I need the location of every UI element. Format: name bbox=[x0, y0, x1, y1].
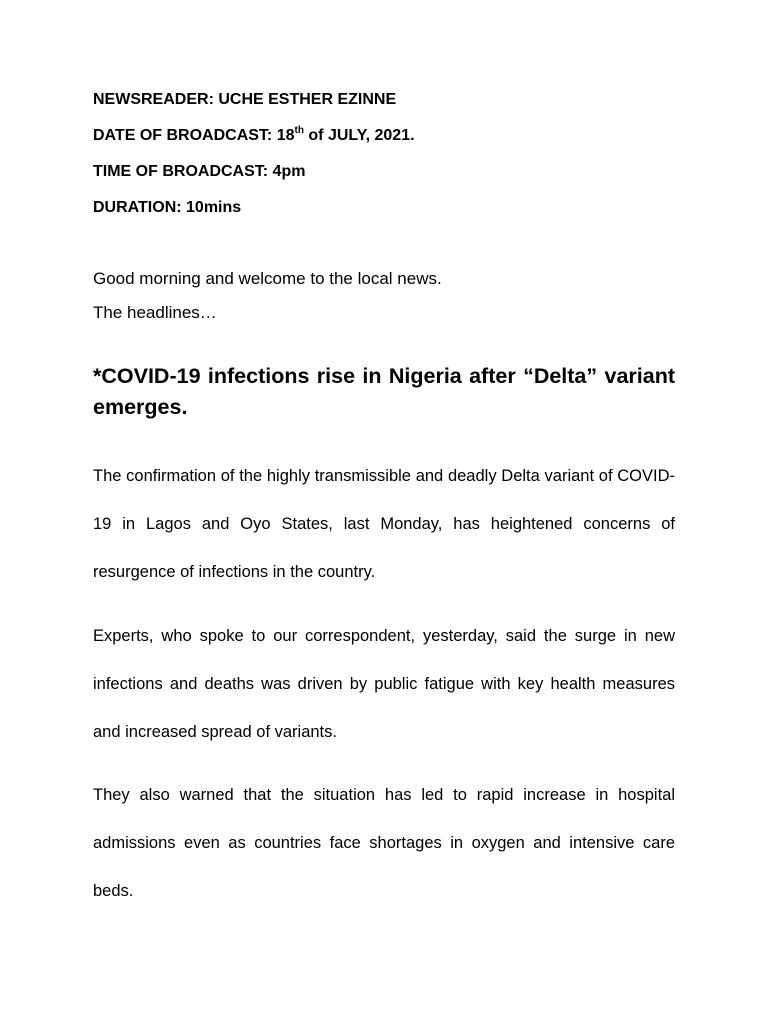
headlines-label: The headlines… bbox=[93, 303, 217, 322]
greeting-line: Good morning and welcome to the local news. bbox=[93, 269, 442, 288]
story-paragraph: They also warned that the situation has led to rapid increase in hospital admissions even as countries face shortages in oxygen and intensive care beds. bbox=[93, 786, 675, 900]
newsreader-line: NEWSREADER: UCHE ESTHER EZINNE bbox=[93, 91, 397, 108]
broadcast-date-ordinal: th bbox=[294, 124, 304, 136]
broadcast-date-prefix: DATE OF BROADCAST: 18 bbox=[93, 127, 295, 144]
broadcast-date-suffix: of JULY, 2021. bbox=[303, 127, 415, 144]
broadcast-time-line: TIME OF BROADCAST: 4pm bbox=[93, 163, 306, 180]
story-paragraph: Experts, who spoke to our correspondent, yesterday, said the surge in new infections and deaths was driven by public fatigue with key health measures and increased spread of variants. bbox=[93, 627, 675, 741]
story-headline: *COVID-19 infections rise in Nigeria after “Delta” variant emerges. bbox=[93, 364, 675, 419]
broadcast-date-line bbox=[93, 126, 415, 146]
story-paragraph: The confirmation of the highly transmissible and deadly Delta variant of COVID-19 in Lagos and Oyo States, last Monday, has heightened concerns of resurgence of infections in the country. bbox=[93, 467, 675, 581]
duration-line: DURATION: 10mins bbox=[93, 199, 242, 216]
